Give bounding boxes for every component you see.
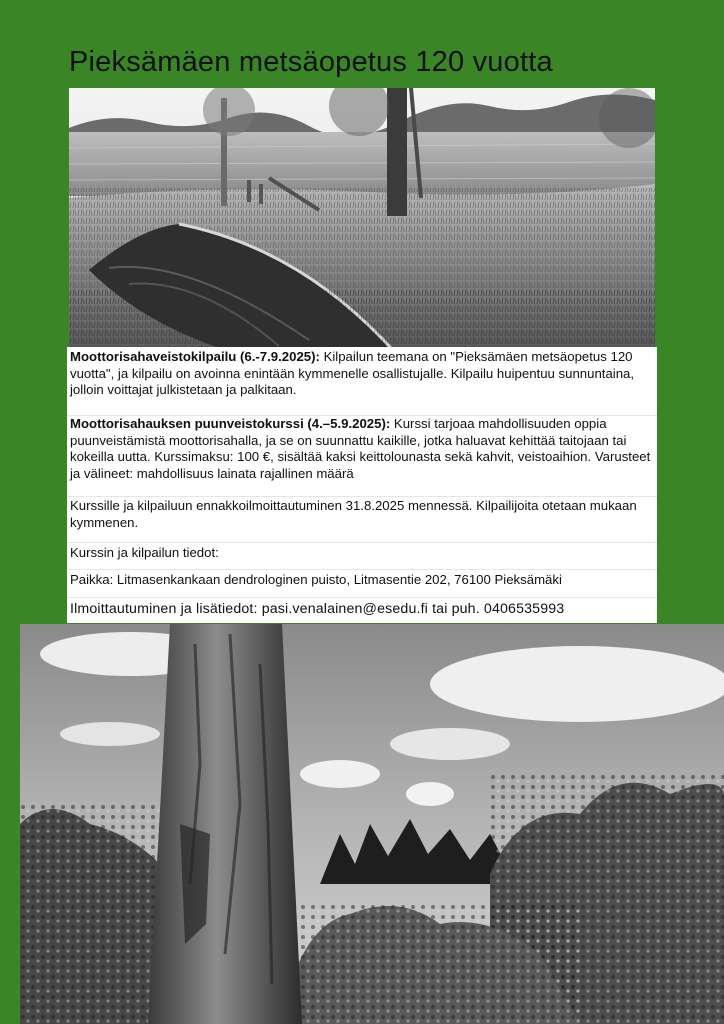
course-body: Kurssi tarjoaa mahdollisuuden oppia puunveistämistä moottorisahalla, ja se on suunnattu kaikille, jotka haluavat kehittää taitojaan tai kokeilla uutta. Kurssimaksu: 100 €, sisältää kaksi keittolounasta sekä kahvit, veistoaihion. Varusteet ja välineet: mahdollisuus lainata rajallinen määrä xyxy=(70,416,651,481)
divider xyxy=(67,597,657,598)
location-text: Paikka: Litmasenkankaan dendrologinen puisto, Litmasentie 202, 76100 Pieksämäki xyxy=(70,572,562,587)
forest-tree-photo xyxy=(20,624,724,1024)
page-title: Pieksämäen metsäopetus 120 vuotta xyxy=(69,46,553,78)
course-heading: Moottorisahauksen puunveistokurssi (4.–5.9.2025): xyxy=(70,416,391,431)
divider xyxy=(67,496,657,497)
course-paragraph xyxy=(70,416,654,482)
competition-heading: Moottorisahaveistokilpailu (6.-7.9.2025): xyxy=(70,349,320,364)
info-text-box xyxy=(67,347,657,623)
info-heading: Kurssin ja kilpailun tiedot: xyxy=(70,545,219,560)
divider xyxy=(67,569,657,570)
registration-paragraph: Kurssille ja kilpailuun ennakkoilmoittautuminen 31.8.2025 mennessä. Kilpailijoita otetaan mukaan kymmenen. xyxy=(70,498,637,530)
competition-paragraph xyxy=(70,349,654,399)
lake-boat-photo xyxy=(69,88,655,348)
contact-text: Ilmoittautuminen ja lisätiedot: pasi.venalainen@esedu.fi tai puh. 0406535993 xyxy=(70,601,565,617)
divider xyxy=(67,542,657,543)
competition-body: Kilpailun teemana on "Pieksämäen metsäopetus 120 vuotta", ja kilpailu on avoinna enintään kymmenelle osallistujalle. Kilpailu huipentuu sunnuntaina, jolloin voittajat julkistetaan ja palkitaan. xyxy=(70,349,635,397)
